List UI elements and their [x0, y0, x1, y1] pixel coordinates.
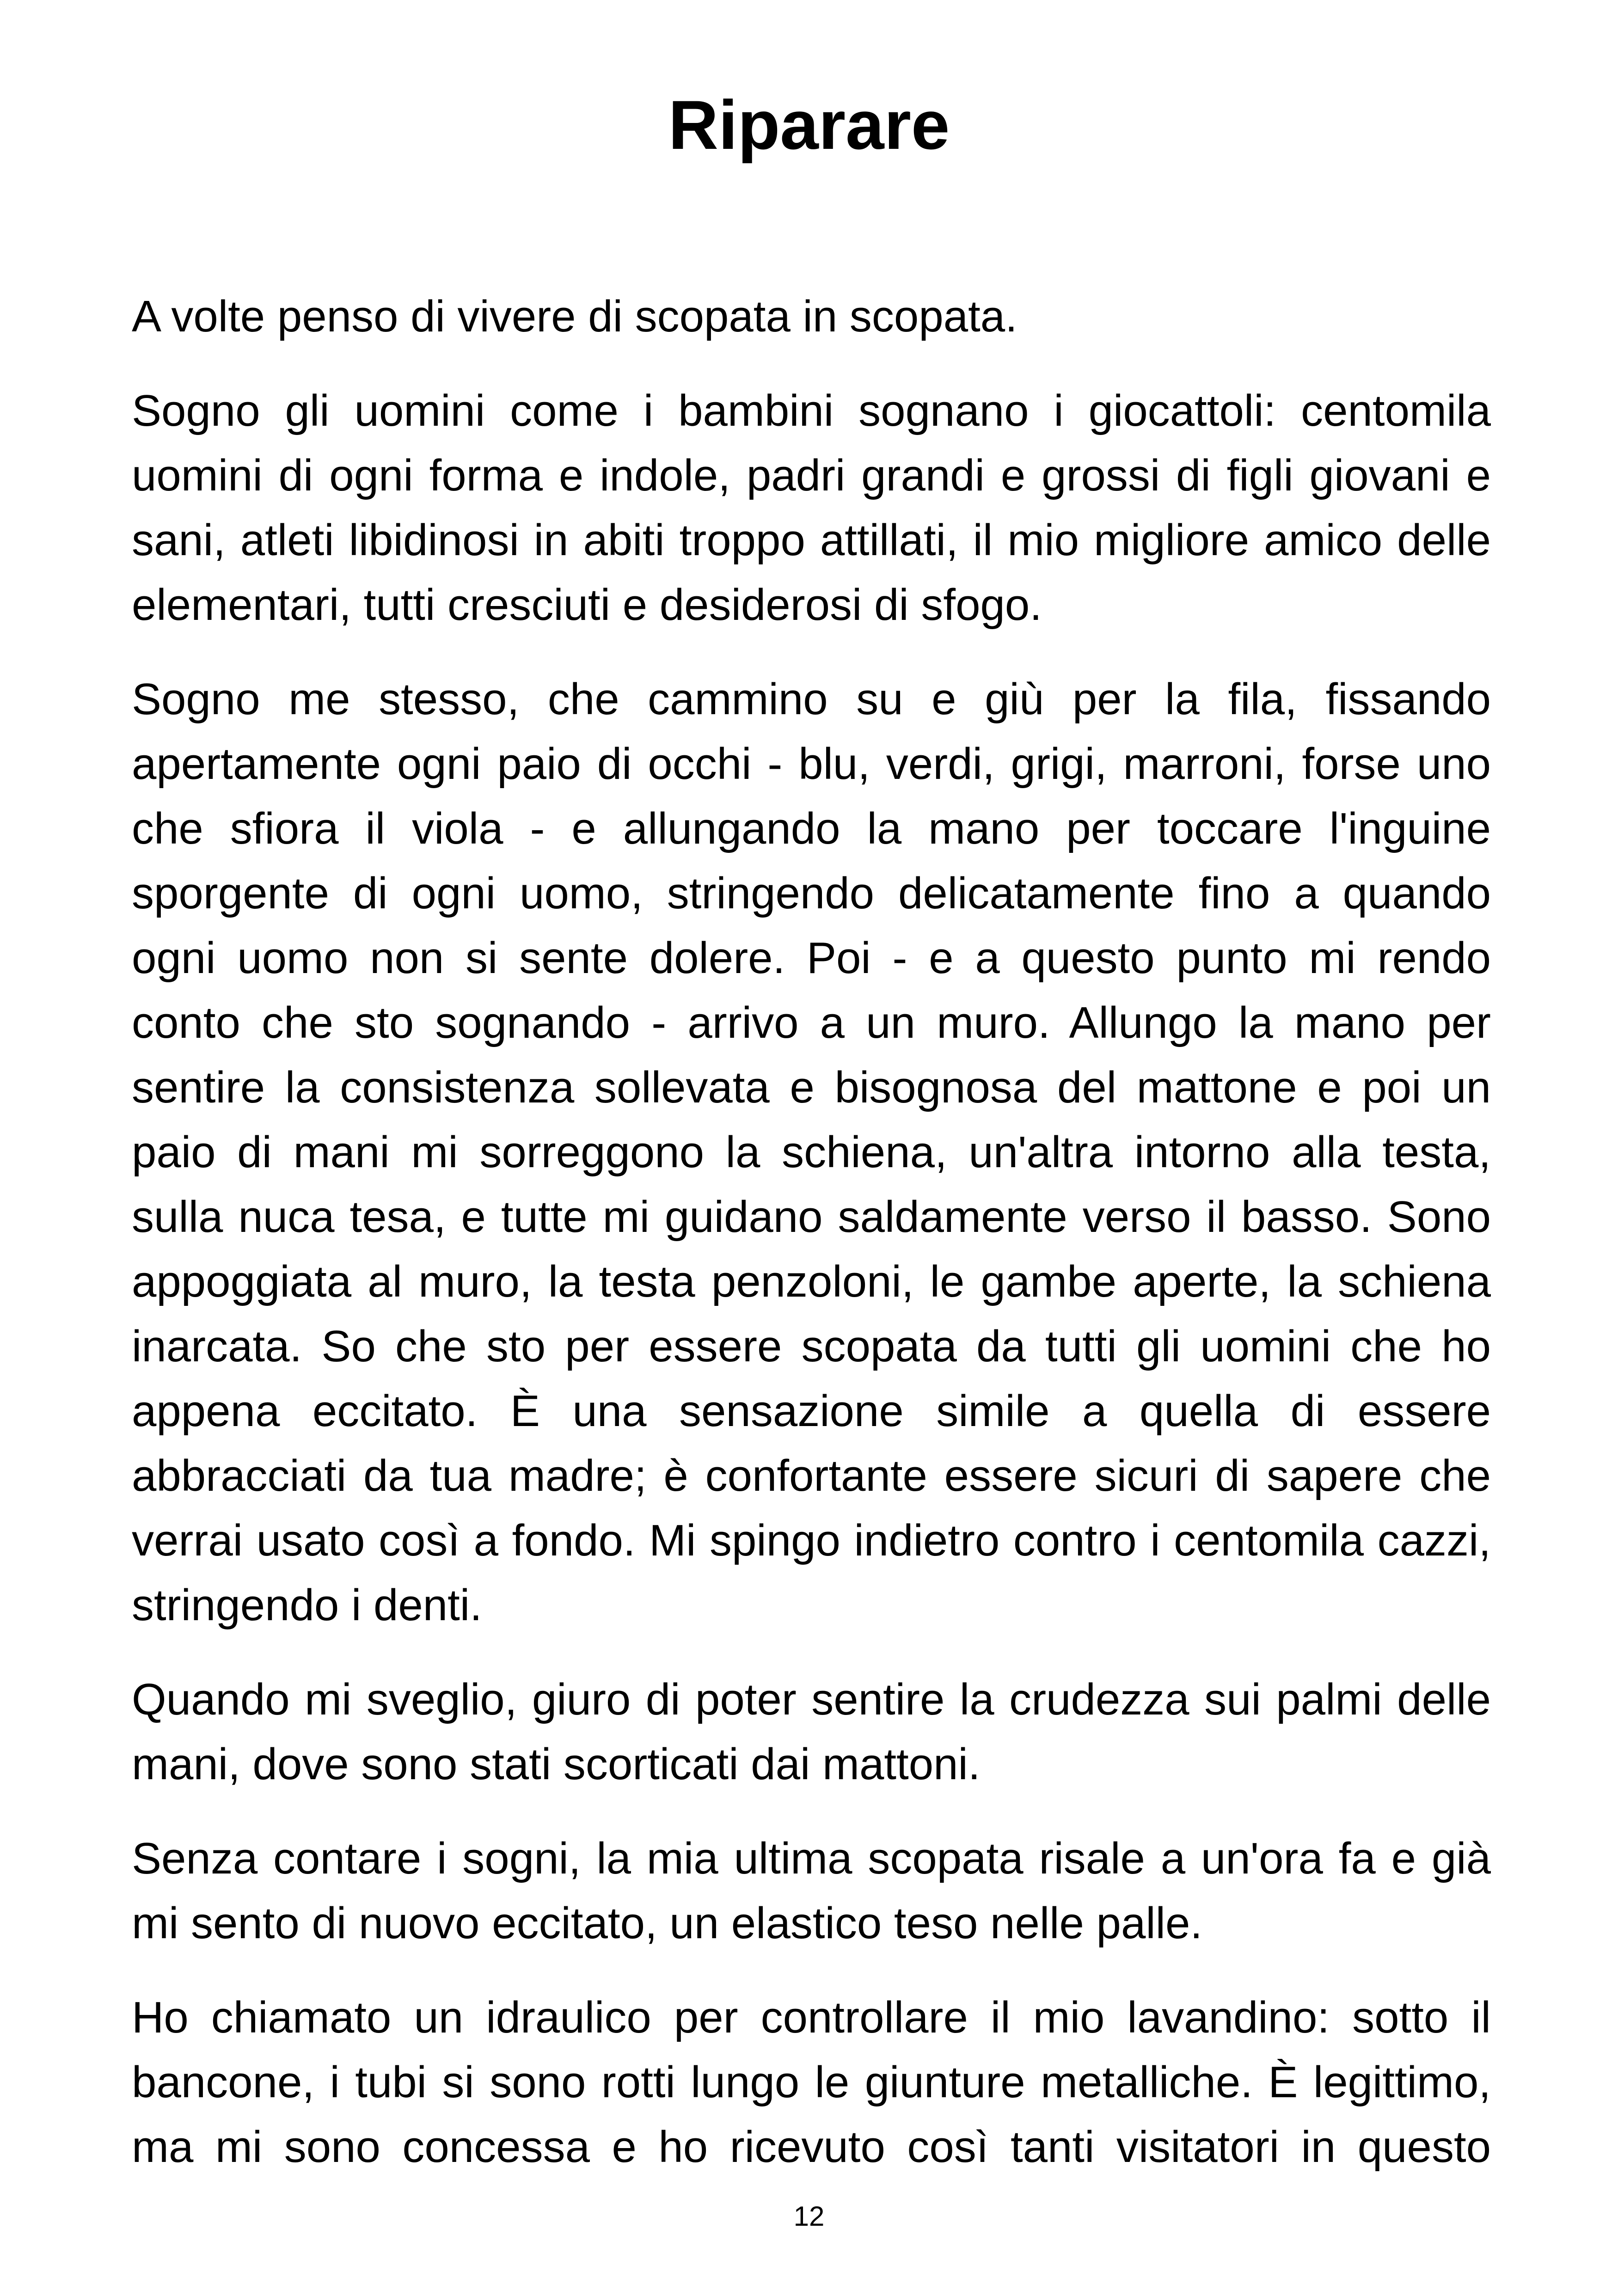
chapter-title: Riparare [668, 86, 950, 164]
paragraph: Quando mi sveglio, giuro di poter sentire la crudezza sui palmi delle mani, dove sono stati scorticati dai mattoni. [132, 1675, 1491, 1789]
paragraph: Sogno gli uomini come i bambini sognano i giocattoli: centomila uomini di ogni forma e indole, padri grandi e grossi di figli giovani e sani, atleti libidinosi in abiti troppo attillati, il mio migliore amico delle elementari, tutti cresciuti e desiderosi di sfogo. [132, 386, 1491, 630]
paragraph: Ho chiamato un idraulico per controllare il mio lavandino: sotto il bancone, i tubi si sono rotti lungo le giunture metalliche. È legittimo, ma mi sono concessa e ho ricevuto così tanti visitatori in questo [132, 1993, 1491, 2172]
paragraph: Sogno me stesso, che cammino su e giù per la fila, fissando apertamente ogni paio di occhi - blu, verdi, grigi, marroni, forse uno che sfiora il viola - e allungando la mano per toccare l'inguine sporgente di ogni uomo, stringendo delicatamente fino a quando ogni uomo non si sente dolere. Poi - e a questo punto mi rendo conto che sto sognando - arrivo a un muro. Allungo la mano per sentire la consistenza sollevata e bisognosa del mattone e poi un paio di mani mi sorreggono la schiena, un'altra intorno alla testa, sulla nuca tesa, e tutte mi guidano saldamente verso il basso. Sono appoggiata al muro, la testa penzoloni, le gambe aperte, la schiena inarcata. So che sto per essere scopata da tutti gli uomini che ho appena eccitato. È una sensazione simile a quella di essere abbracciati da tua madre; è confortante essere sicuri di sapere che verrai usato così a fondo. Mi spingo indietro contro i centomila cazzi, stringendo i denti. [132, 674, 1491, 1630]
body-text [132, 284, 1491, 2209]
paragraph: Senza contare i sogni, la mia ultima scopata risale a un'ora fa e già mi sento di nuovo eccitato, un elastico teso nelle palle. [132, 1834, 1491, 1948]
page-number: 12 [793, 2201, 825, 2232]
paragraph: A volte penso di vivere di scopata in scopata. [132, 292, 1017, 341]
